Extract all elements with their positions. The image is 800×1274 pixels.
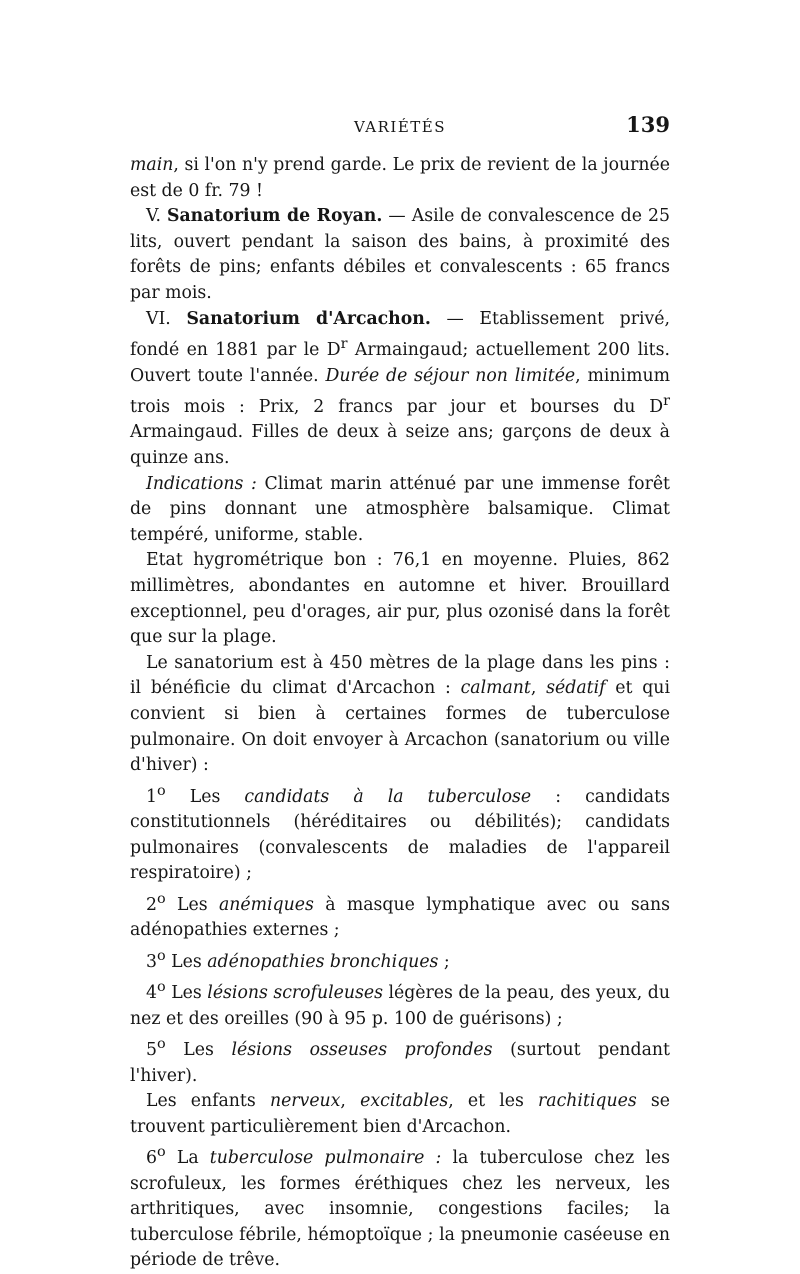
running-head xyxy=(130,112,670,140)
section-title: VARIÉTÉS xyxy=(353,118,447,136)
paragraph-children: Les enfants nerveux, excitables, et les rachitiques se trouvent particulièrement bien d'Arcachon. xyxy=(130,1091,670,1137)
list-item-1: 1$^o$ Les candidats à la tuberculose : candidats constitutionnels (héréditaires ou débilités); candidats pulmonaires (convalescents de maladies de l'appareil respiratoire) ; xyxy=(130,782,670,884)
list-item-3: 3$^o$ Les adénopathies bronchiques ; xyxy=(146,947,450,972)
list-item-5: 5$^o$ Les lésions osseuses profondes (surtout pendant l'hiver). xyxy=(130,1036,670,1086)
list-item-2: 2$^o$ Les anémiques à masque lymphatique avec ou sans adénopathies externes ; xyxy=(130,890,670,941)
paragraph-continuation: main, si l'on n'y prend garde. Le prix de revient de la journée est de 0 fr. 79 ! xyxy=(130,155,670,201)
paragraph-climate: Etat hygrométrique bon : 76,1 en moyenne. Pluies, 862 millimètres, abondantes en automne et hiver. Brouillard exceptionnel, peu d'orages, air pur, plus ozonisé dans la forêt que sur la plage. xyxy=(130,550,670,648)
body-text xyxy=(130,153,670,1274)
page-number: 139 xyxy=(626,112,670,137)
paragraph-location: Le sanatorium est à 450 mètres de la plage dans les pins : il bénéficie du climat d'Arcachon : calmant, sédatif et qui convient si bien à certaines formes de tuberculose pulmonaire. On doit envoyer à Arcachon (sanatorium ou ville d'hiver) : xyxy=(130,652,670,776)
paragraph-royan: V. Sanatorium de Royan. — Asile de convalescence de 25 lits, ouvert pendant la saison des bains, à proximité des forêts de pins; enfants débiles et convalescents : 65 francs par mois. xyxy=(130,206,670,303)
paragraph-indications: Indications : Climat marin atténué par une immense forêt de pins donnant une atmosphère balsamique. Climat tempéré, uniforme, stable. xyxy=(130,473,671,545)
paragraph-arcachon: VI. Sanatorium d'Arcachon. — Etablissement privé, fondé en 1881 par le $D^r$ Armaingaud; actuellement 200 lits. Ouvert toute l'année. Durée de séjour non limitée, minimum trois mois : Prix, 2 francs par jour et bourses du $D^r$ Armaingaud. Filles de deux à seize ans; garçons de deux à quinze ans. xyxy=(130,308,670,469)
list-item-4: 4$^o$ Les lésions scrofuleuses légères de la peau, des yeux, du nez et des oreilles (90 à 95 p. 100 de guérisons) ; xyxy=(130,979,670,1029)
list-item-6: 6$^o$ La tuberculose pulmonaire : la tuberculose chez les scrofuleux, les formes éréthiques chez les nerveux, les arthritiques, avec insomnie, congestions faciles; la tuberculose fébrile, hémoptoïque ; la pneumonie caséeuse en période de trêve. xyxy=(130,1144,670,1271)
